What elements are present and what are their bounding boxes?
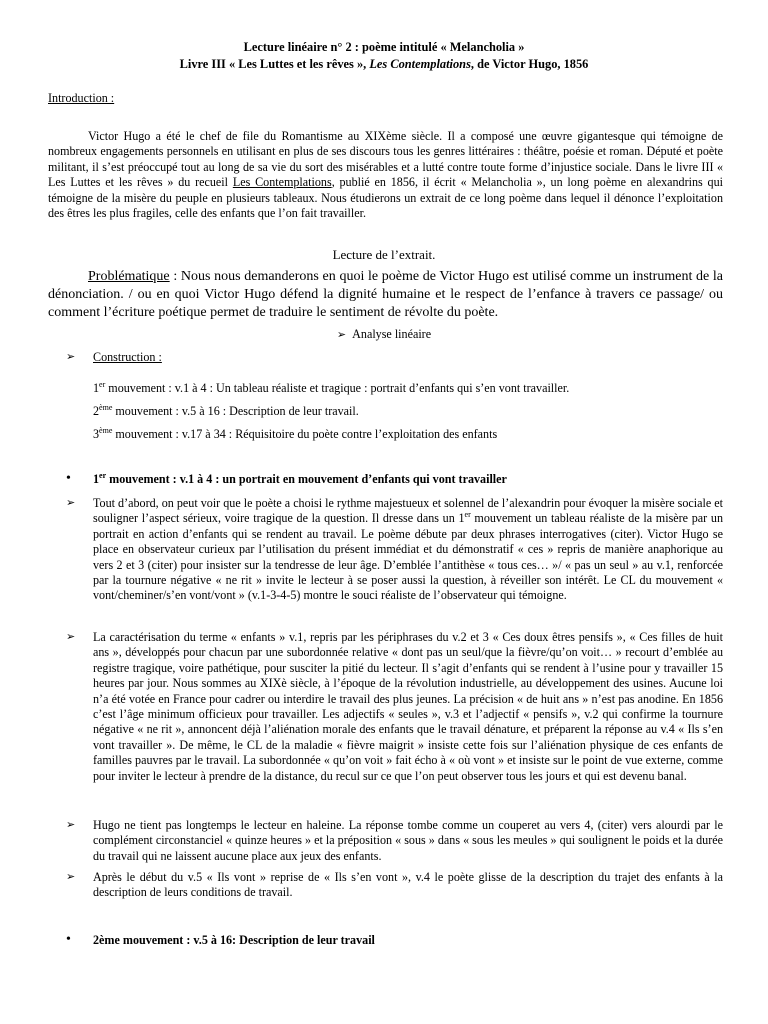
document-title: Lecture linéaire n° 2 : poème intitulé « Melancholia » [243, 40, 525, 54]
subtitle-post: , de Victor Hugo, 1856 [470, 57, 589, 71]
arrow-icon: ➢ [336, 329, 347, 341]
ordinal: er [464, 510, 471, 520]
arrow-icon: ➢ [66, 631, 76, 643]
problematique-paragraph [48, 268, 723, 322]
problematique-label: Problématique [88, 269, 170, 284]
movement-number: 1 [93, 381, 100, 395]
construction-label: Construction : [93, 350, 162, 364]
section-ordinal: er [99, 471, 107, 480]
section2-heading: 2ème mouvement : v.5 à 16: Description de leur travail [93, 933, 375, 947]
paragraph-text: mouvement un tableau réaliste de la misère par un portrait en action d’enfants qui se rendent au travail. Le poème débute par deux phrases interrogatives (citer). Victor Hugo se place en observateur curieux par l’utilisation du présent immédiat et du démonstratif « ces » repris de manière anaphorique au vers 2 et 3 (citer) pour insister sur la tendresse de leur âge. D’emblée l’antithèse « tous ces… »/ « pas un seul » au v.1, renforcée par la tournure négative « ne rit » invite le lecteur à se poser aussi la question, à réveiller son intérêt. Le CL du mouvement « vont/cheminer/s’en vont/vont » (v.1-3-4-5) montre le souci réaliste de l’observateur qui témoigne. [93, 511, 723, 603]
bullet-icon: • [66, 932, 71, 947]
section-number: 1 [93, 472, 100, 486]
analyse-label: Analyse linéaire [352, 327, 432, 341]
construction-movement-1 [93, 381, 569, 396]
section1-paragraph-3: Hugo ne tient pas longtemps le lecteur en haleine. La réponse tombe comme un couperet au vers 4, (citer) vers alourdi par le complément circonstanciel « quinze heures » et la préposition « sous » dans « sous les meules » qui soulignent le poids et la durée du travail qui ne laissent aucune place aux jeux des enfants. [93, 818, 723, 863]
document-subtitle [0, 57, 768, 72]
movement-text: mouvement : v.1 à 4 : Un tableau réaliste et tragique : portrait d’enfants qui s’en vont travailler. [105, 381, 570, 395]
subtitle-work-title: Les Contemplations [369, 57, 471, 71]
intro-text-after: , publié en 1856, il écrit « Melancholia », un long poème en alexandrins qui témoigne de la misère du peuple en plusieurs tableaux. Nous étudierons un extrait de ce long poème dans lequel il dénonce l’exploitation des êtres les plus fragiles, celle des enfants que l’on fait travailler. [48, 175, 723, 221]
movement-ordinal: ème [99, 403, 113, 412]
intro-heading: Introduction : [48, 91, 115, 105]
construction-movement-3 [93, 427, 497, 442]
intro-text-before: Victor Hugo a été le chef de file du Romantisme au XIXème siècle. Il a composé une œuvre gigantesque qui témoigne de nombreux engagements personnels en utilisant en plus de ses discours tous les genres littéraires : théâtre, poésie et roman. Député et poète militant, il s’est préoccupé tout au long de sa vie du sort des misérables et a lutté contre toute forme d’injustice sociale. Dans le livre III « Les Luttes et les rêves » du recueil [48, 129, 723, 190]
section1-paragraph-1 [93, 496, 723, 604]
construction-movement-2 [93, 404, 359, 419]
lecture-heading: Lecture de l’extrait. [332, 247, 436, 262]
arrow-icon: ➢ [66, 871, 76, 883]
section1-paragraph-4: Après le début du v.5 « Ils vont » reprise de « Ils s’en vont », v.4 le poète glisse de la description du trajet des enfants à la description de leurs conditions de travail. [93, 870, 723, 900]
movement-number: 2 [93, 404, 100, 418]
bullet-icon: • [66, 471, 71, 486]
movement-number: 3 [93, 427, 100, 441]
paragraph-text: Tout d’abord, on peut voir que le poète a choisi le rythme majestueux et solennel de l’alexandrin pour évoquer la misère sociale et souligner l’aspect sérieux, voire tragique de la question. Il dresse dans un 1 [93, 496, 723, 526]
intro-paragraph [48, 129, 723, 221]
subtitle-pre: Livre III « Les Luttes et les rêves », [179, 57, 370, 71]
movement-ordinal: ème [99, 426, 113, 435]
section-heading-text: mouvement : v.1 à 4 : un portrait en mouvement d’enfants qui vont travailler [106, 472, 507, 486]
section1-paragraph-2: La caractérisation du terme « enfants » v.1, repris par les périphrases du v.2 et 3 « Ces doux êtres pensifs », « Ces filles de huit ans », développés pour chacun par une subordonnée relative « dont pas un seul/que la fièvre/qu’on voit… » recourt d’emblée au registre tragique, voire pathétique, pour susciter la pitié du lecteur. Il s’agit d’enfants qui se rendent à l’usine pour y travailler 15 heures par jour. Nous sommes au XIXè siècle, à l’époque de la révolution industrielle, au développement des usines. Aucune loi n’a été votée en France pour cadrer ou interdire le travail des plus jeunes. La précision « de huit ans » n’est pas anodine. En 1856 c’est l’âge minimum officieux pour travailler. Les adjectifs « seules », v.3 et l’adjectif « pensifs », v.2 qui confirme la tournure négative « ne rit », annoncent déjà l’aliénation morale des enfants que le travail dénature, et préparent la réponse au v.4 « Ils s’en vont travailler ». De même, le CL de la maladie « fièvre maigrit » insiste cette fois sur l’aliénation physique de ces enfants de familles pauvres par le travail. La subordonnée « qu’on voit » fait écho à « où vont » et insiste sur le point de vue externe, comme pour inviter le lecteur à prendre de la distance, du recul sur ce que l’on peut observer tous les jours et qui est devenu banal. [93, 630, 723, 783]
analyse-heading [0, 327, 768, 343]
arrow-icon: ➢ [66, 497, 76, 509]
section1-heading [93, 472, 507, 487]
arrow-icon: ➢ [66, 819, 76, 831]
arrow-icon: ➢ [66, 351, 76, 363]
intro-work-link: Les Contemplations [232, 175, 332, 190]
movement-ordinal: er [99, 380, 106, 389]
movement-text: mouvement : v.17 à 34 : Réquisitoire du poète contre l’exploitation des enfants [112, 427, 498, 441]
problematique-text: : Nous nous demanderons en quoi le poème de Victor Hugo est utilisé comme un instrument de la dénonciation. / ou en quoi Victor Hugo défend la dignité humaine et le respect de l’enfance à travers ce passage/ ou comment l’écriture poétique permet de traduire le sentiment de révolte du poète. [48, 269, 723, 320]
movement-text: mouvement : v.5 à 16 : Description de leur travail. [112, 404, 359, 418]
